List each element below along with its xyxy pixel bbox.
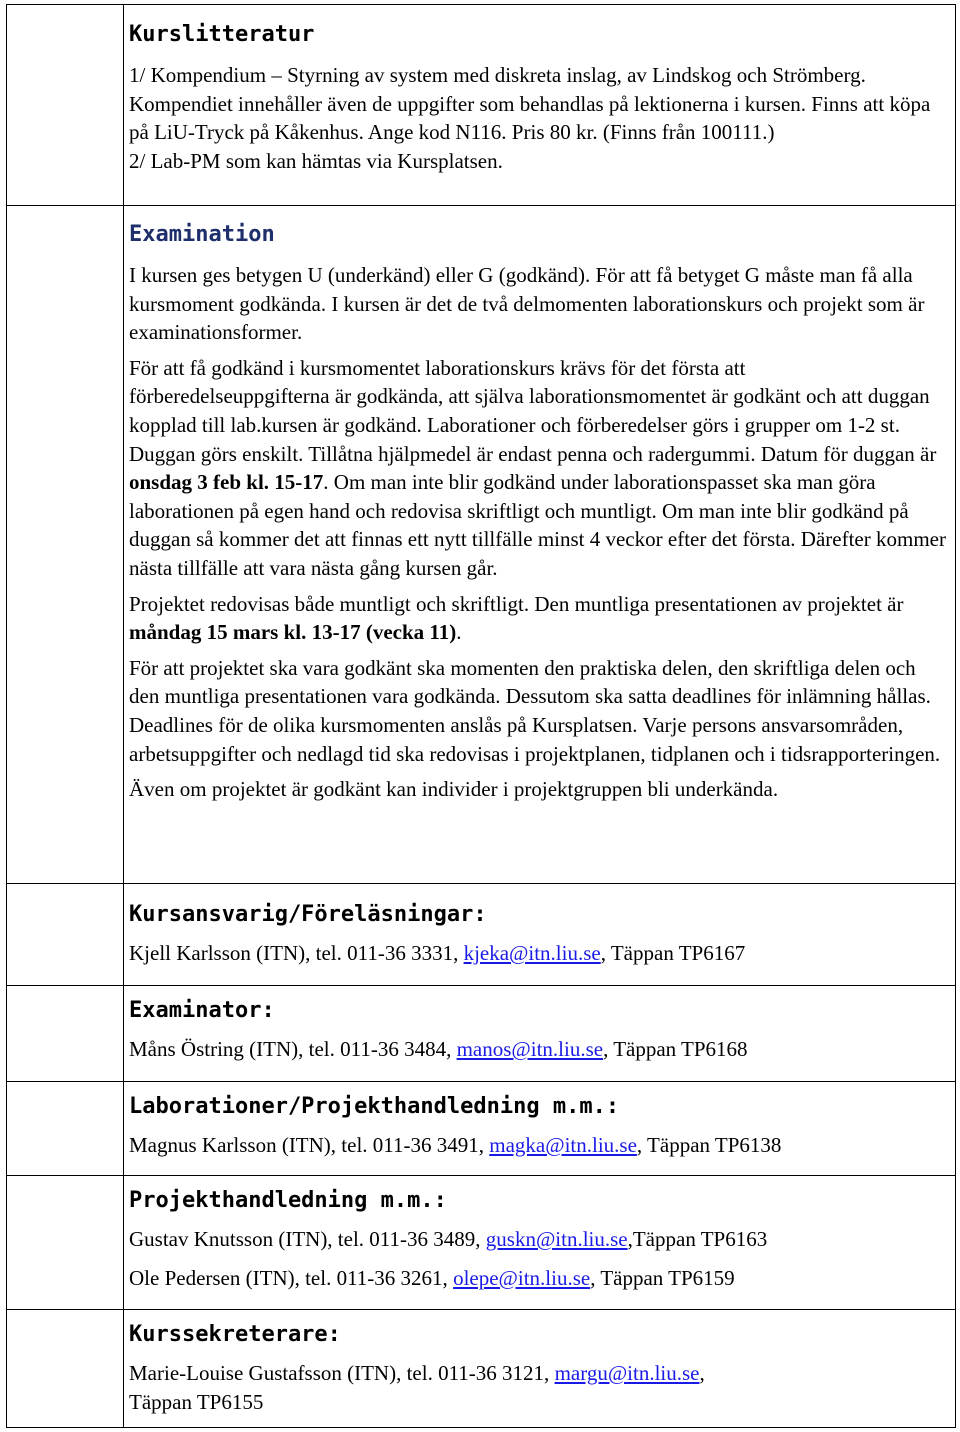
examination-text-4: För att projektet ska vara godkänt ska momenten den praktiska delen, den skriftliga delen och den muntliga presentationen vara godkända. Dessutom ska satta deadlines för inlämning hållas. Deadlines för de olika kursmomenten anslås på Kursplatsen. Varje persons ansvarsområden, arbetsuppgifter och nedlagd tid ska redovisas i projektplanen, tidplanen och i tidsrapporteringen. bbox=[129, 655, 941, 766]
section-projekthandledning bbox=[129, 1187, 947, 1292]
email-link-olepe[interactable]: olepe@itn.liu.se bbox=[453, 1265, 591, 1290]
heading-kursansvarig: Kursansvarig/Föreläsningar: bbox=[129, 902, 487, 927]
email-link-kjeka[interactable]: kjeka@itn.liu.se bbox=[463, 941, 601, 965]
kurssekreterare-contact: Marie-Louise Gustafsson (ITN), tel. 011-36 3121, margu@itn.liu.se, Täppan TP6155 bbox=[129, 1361, 705, 1414]
examinator-contact: Måns Östring (ITN), tel. 011-36 3484, manos@itn.liu.se, Täppan TP6168 bbox=[129, 1037, 748, 1061]
row-divider bbox=[7, 883, 955, 884]
laborationer-contact: Magnus Karlsson (ITN), tel. 011-36 3491, magka@itn.liu.se, Täppan TP6138 bbox=[129, 1133, 782, 1157]
heading-kurssekreterare: Kurssekreterare: bbox=[129, 1322, 341, 1347]
row-divider bbox=[7, 1309, 955, 1310]
kursansvarig-contact: Kjell Karlsson (ITN), tel. 011-36 3331, kjeka@itn.liu.se, Täppan TP6167 bbox=[129, 941, 746, 965]
heading-projekthandledning: Projekthandledning m.m.: bbox=[129, 1188, 447, 1213]
kurslitteratur-text-1: 1/ Kompendium – Styrning av system med diskreta inslag, av Lindskog och Strömberg. Kompendiet innehåller även de uppgifter som behandlas på lektionerna i kursen. Finns att köpa på LiU-Tryck på Kåkenhus. Ange kod N116. Pris 80 kr. (Finns från 100111.) bbox=[129, 63, 931, 145]
section-laborationer bbox=[129, 1093, 947, 1160]
presentation-date: måndag 15 mars kl. 13-17 (vecka 11) bbox=[129, 620, 457, 645]
section-kursansvarig bbox=[129, 901, 947, 968]
row-divider bbox=[7, 1081, 955, 1082]
column-divider bbox=[123, 5, 124, 1427]
kurslitteratur-text-2: 2/ Lab-PM som kan hämtas via Kursplatsen. bbox=[129, 148, 503, 173]
email-link-margu[interactable]: margu@itn.liu.se bbox=[554, 1361, 700, 1385]
heading-examination: Examination bbox=[129, 222, 275, 247]
projekthandledning-contact-1: Gustav Knutsson (ITN), tel. 011-36 3489, guskn@itn.liu.se,Täppan TP6163 bbox=[129, 1227, 768, 1251]
email-link-manos[interactable]: manos@itn.liu.se bbox=[456, 1037, 604, 1061]
row-divider bbox=[7, 205, 955, 206]
examination-text-2: För att få godkänd i kursmomentet laborationskurs krävs för det första att förberedelseuppgifterna är godkända, att själva laborationsmomentet är godkänt och att duggan kopplad till lab.kursen är godkänd. Laborationer och förberedelser görs i grupper om 1-2 st. Duggan görs enskilt. Tillåtna hjälpmedel är endast penna och radergummi. Datum för duggan är onsdag 3 feb kl. 15-17. Om man inte blir godkänd under laborationspasset ska man göra laborationen på egen hand och redovisa skriftligt och muntligt. Om man inte blir godkänd på duggan så kommer det att finnas ett nytt tillfälle minst 4 veckor efter det första. Därefter kommer nästa tillfälle att vara nästa gång kursen går. bbox=[129, 355, 946, 580]
section-examination bbox=[129, 221, 947, 804]
section-kurssekreterare bbox=[129, 1321, 947, 1416]
email-link-guskn[interactable]: guskn@itn.liu.se bbox=[485, 1227, 628, 1251]
examination-text-3: Projektet redovisas både muntligt och skriftligt. Den muntliga presentationen av projektet är måndag 15 mars kl. 13-17 (vecka 11). bbox=[129, 591, 904, 645]
projekthandledning-contact-2: Ole Pedersen (ITN), tel. 011-36 3261, olepe@itn.liu.se, Täppan TP6159 bbox=[129, 1265, 735, 1290]
row-divider bbox=[7, 1175, 955, 1176]
examination-text-1: I kursen ges betygen U (underkänd) eller G (godkänd). För att få betyget G måste man få alla kursmoment godkända. I kursen är det de två delmomenten laborationskurs och projekt som är examinationsformer. bbox=[129, 263, 925, 345]
email-link-magka[interactable]: magka@itn.liu.se bbox=[489, 1133, 637, 1157]
dugga-date: onsdag 3 feb kl. 15-17 bbox=[129, 470, 324, 495]
section-kurslitteratur bbox=[129, 21, 947, 175]
heading-examinator: Examinator: bbox=[129, 998, 275, 1023]
document-table bbox=[6, 4, 956, 1428]
section-examinator bbox=[129, 997, 947, 1064]
heading-kurslitteratur: Kurslitteratur bbox=[129, 22, 315, 47]
row-divider bbox=[7, 985, 955, 986]
heading-laborationer: Laborationer/Projekthandledning m.m.: bbox=[129, 1094, 620, 1119]
examination-text-5: Även om projektet är godkänt kan individer i projektgruppen bli underkända. bbox=[129, 777, 779, 802]
